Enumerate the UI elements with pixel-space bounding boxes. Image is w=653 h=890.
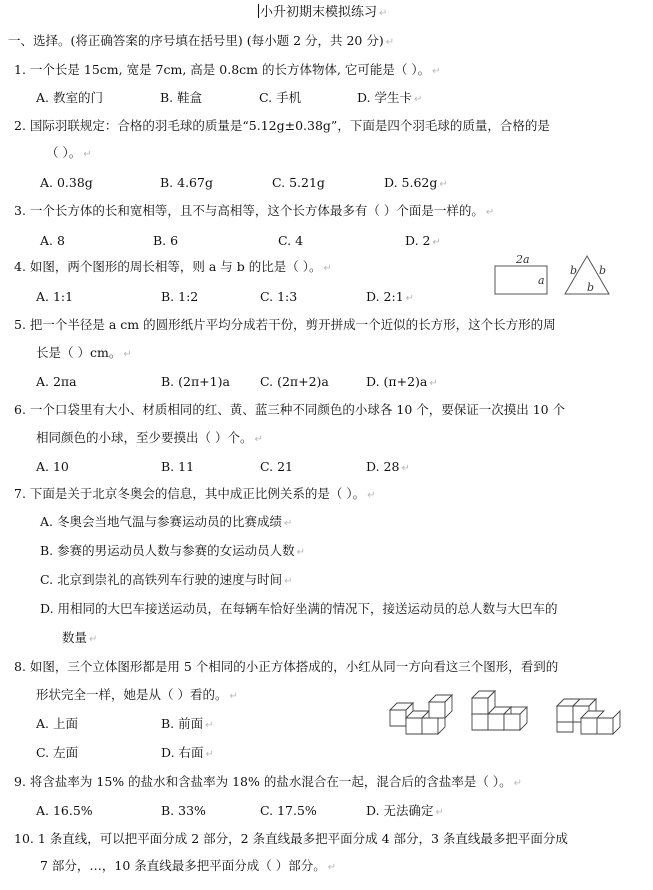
q2-option-d [384, 175, 448, 193]
q4-option-a: A. 1:1 [36, 289, 74, 304]
question-1-stem [14, 62, 441, 80]
paragraph-mark-icon: ↵ [405, 293, 415, 304]
q5-option-c: C. (2π+2)a [260, 374, 329, 389]
q5-option-d-text: D. (π+2)a [366, 374, 428, 389]
question-3-stem [14, 203, 494, 221]
paragraph-mark-icon: ↵ [432, 237, 441, 248]
q7-option-d-cont [62, 630, 97, 648]
q7-option-d: D. 用相同的大巴车接送运动员，在每辆车恰好坐满的情况下，接送运动员的总人数与大巴车的 [40, 601, 558, 616]
q3-option-c: C. 4 [278, 233, 304, 248]
q8-option-b [161, 716, 214, 734]
q7-option-b [40, 543, 305, 561]
q7-option-a [40, 514, 292, 532]
q6-option-a: A. 10 [36, 459, 69, 474]
q7-option-c-text: C. 北京到崇礼的高铁列车行驶的速度与时间 [40, 572, 283, 587]
question-4-stem-text: 4. 如图，两个图形的周长相等，则 a 与 b 的比是（ ）。 [14, 259, 322, 274]
paragraph-mark-icon: ↵ [205, 720, 214, 731]
paragraph-mark-icon: ↵ [379, 8, 388, 19]
section-heading-text: 一、选择。(将正确答案的序号填在括号里) (每小题 2 分，共 20 分) [8, 33, 384, 48]
question-2-stem: 2. 国际羽联规定：合格的羽毛球的质量是“5.12g±0.38g”，下面是四个羽毛球的质量，合格的是 [14, 118, 550, 133]
question-6-stem: 6. 一个口袋里有大小、材质相同的红、黄、蓝三种不同颜色的小球各 10 个，要保证一次摸出 10 个 [14, 402, 566, 417]
question-1-stem-text: 1. 一个长是 15cm, 宽是 7cm, 高是 0.8cm 的长方体物体, 它可能是（ ）。 [14, 62, 431, 77]
question-5-stem-cont [36, 345, 132, 363]
q6-option-c: C. 21 [260, 459, 293, 474]
q6-option-d [366, 459, 410, 477]
paragraph-mark-icon: ↵ [485, 207, 495, 218]
q9-option-d-text: D. 无法确定 [366, 803, 434, 818]
question-6-stem-cont-text: 相同颜色的小球，至少要摸出（ ）个。 [36, 430, 253, 445]
q7-option-a-text: A. 冬奥会当地气温与参赛运动员的比赛成绩 [40, 514, 282, 529]
q1-option-d-text: D. 学生卡 [357, 90, 413, 105]
q4-option-b: B. 1:2 [161, 289, 199, 304]
paragraph-mark-icon: ↵ [367, 490, 376, 501]
question-5-stem: 5. 把一个半径是 a cm 的圆形纸片平均分成若干份，剪开拼成一个近似的长方形，这个长方形的周 [14, 317, 556, 332]
q9-option-b: B. 33% [161, 803, 206, 818]
paragraph-mark-icon: ↵ [89, 634, 98, 645]
q6-option-b: B. 11 [161, 459, 195, 474]
q4-label-a: a [538, 274, 545, 287]
q7-option-c [40, 572, 292, 590]
q8-figure-2 [470, 688, 550, 740]
q5-option-a: A. 2πa [36, 374, 77, 389]
question-7-stem [14, 486, 376, 504]
question-8-stem: 8. 如图，三个立体图形都是用 5 个相同的小正方体搭成的，小红从同一方向看这三个图形，看到的 [14, 659, 559, 674]
paragraph-mark-icon: ↵ [83, 149, 92, 160]
paragraph-mark-icon: ↵ [429, 378, 438, 389]
q4-label-b-bottom: b [587, 281, 595, 294]
q2-option-d-text: D. 5.62g [384, 175, 438, 190]
q2-option-b: B. 4.67g [160, 175, 213, 190]
q8-option-a: A. 上面 [36, 716, 78, 731]
paragraph-mark-icon: ↵ [296, 547, 306, 558]
q1-option-d [357, 90, 422, 108]
paragraph-mark-icon: ↵ [254, 434, 263, 445]
paragraph-mark-icon: ↵ [513, 778, 522, 789]
q8-option-c: C. 左面 [36, 745, 79, 760]
q8-option-b-text: B. 前面 [161, 716, 204, 731]
page-title [258, 4, 387, 22]
paragraph-mark-icon: ↵ [435, 807, 444, 818]
q1-option-b: B. 鞋盒 [160, 90, 203, 105]
paragraph-mark-icon: ↵ [414, 94, 423, 105]
q9-option-a: A. 16.5% [36, 803, 93, 818]
q7-option-b-text: B. 参赛的男运动员人数与参赛的女运动员人数 [40, 543, 295, 558]
q8-figure-3 [553, 688, 633, 740]
q4-label-b-left: b [570, 264, 578, 277]
title-text: 小升初期末模拟练习 [260, 5, 378, 20]
question-9-stem-text: 9. 将含盐率为 15% 的盐水和含盐率为 18% 的盐水混合在一起，混合后的含盐率是（ ）。 [14, 774, 512, 789]
q4-option-d [366, 289, 414, 307]
paragraph-mark-icon: ↵ [385, 37, 395, 48]
paragraph-mark-icon: ↵ [439, 179, 448, 190]
question-8-stem-cont-text: 形状完全一样，她是从（ ）看的。 [36, 687, 228, 702]
paragraph-mark-icon: ↵ [323, 263, 332, 274]
q2-option-a: A. 0.38g [40, 175, 93, 190]
paragraph-mark-icon: ↵ [229, 691, 238, 702]
q9-option-c: C. 17.5% [260, 803, 317, 818]
question-2-stem-cont [46, 145, 92, 163]
question-5-stem-cont-text: 长是（ ）cm。 [36, 345, 122, 360]
q1-option-a: A. 教室的门 [36, 90, 103, 105]
q4-figure [490, 252, 620, 298]
paragraph-mark-icon: ↵ [401, 463, 410, 474]
question-10-stem: 10. 1 条直线，可以把平面分成 2 部分，2 条直线最多把平面分成 4 部分，3 条直线最多把平面分成 [14, 831, 568, 846]
q9-option-d [366, 803, 444, 821]
q6-option-d-text: D. 28 [366, 459, 400, 474]
paragraph-mark-icon: ↵ [123, 349, 132, 360]
paragraph-mark-icon: ↵ [327, 862, 337, 873]
question-6-stem-cont [36, 430, 263, 448]
text-cursor [258, 4, 259, 18]
question-9-stem [14, 774, 522, 792]
q4-label-b-right: b [599, 264, 607, 277]
paragraph-mark-icon: ↵ [432, 66, 441, 77]
question-10-stem-cont-text: 7 部分，…，10 条直线最多把平面分成（ ）部分。 [40, 858, 326, 873]
question-10-stem-cont [40, 858, 336, 876]
q3-option-d [405, 233, 441, 251]
paragraph-mark-icon: ↵ [284, 576, 293, 587]
question-3-stem-text: 3. 一个长方体的长和宽相等，且不与高相等，这个长方体最多有（ ）个面是一样的。 [14, 203, 484, 218]
q4-option-d-text: D. 2:1 [366, 289, 404, 304]
q5-option-d [366, 374, 438, 392]
q4-option-c: C. 1:3 [260, 289, 298, 304]
paragraph-mark-icon: ↵ [283, 518, 293, 529]
q5-option-b: B. (2π+1)a [161, 374, 230, 389]
paragraph-mark-icon: ↵ [205, 749, 214, 760]
section-heading [8, 33, 394, 51]
q3-option-b: B. 6 [153, 233, 179, 248]
question-4-stem [14, 259, 332, 277]
question-7-stem-text: 7. 下面是关于北京冬奥会的信息，其中成正比例关系的是（ ）。 [14, 486, 366, 501]
question-2-stem-cont-text: （ ）。 [46, 145, 82, 160]
q7-option-d-cont-text: 数量 [62, 630, 88, 645]
q3-option-d-text: D. 2 [405, 233, 431, 248]
q1-option-c: C. 手机 [259, 90, 302, 105]
q3-option-a: A. 8 [40, 233, 65, 248]
q8-option-d [161, 745, 214, 763]
question-8-stem-cont [36, 687, 238, 705]
q8-option-d-text: D. 右面 [161, 745, 204, 760]
q4-label-2a: 2a [516, 253, 530, 266]
q8-figure-1 [388, 688, 468, 740]
q2-option-c: C. 5.21g [272, 175, 325, 190]
